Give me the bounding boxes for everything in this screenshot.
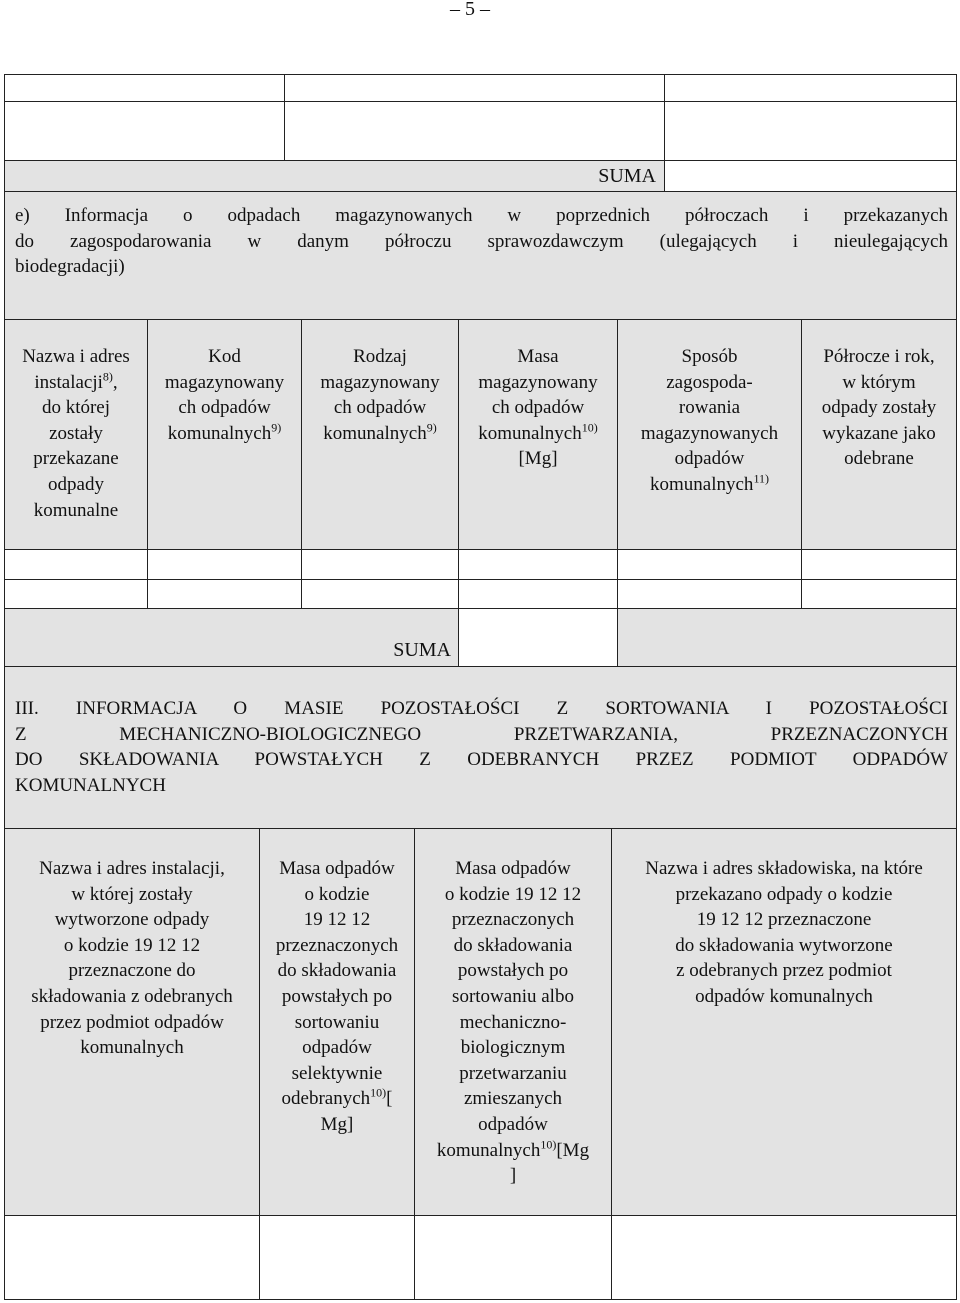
header-text-line [618, 472, 801, 498]
section-e-title-line: e) Informacja o odpadach magazynowanych w poprzednich półroczach i przekazanych [15, 205, 948, 226]
top-table-cell[interactable] [664, 101, 957, 161]
header-text-line [302, 395, 458, 421]
table-cell[interactable] [617, 549, 802, 580]
table-cell[interactable] [4, 1215, 260, 1300]
header-text-line [5, 933, 259, 959]
header-text: [ [386, 1088, 393, 1110]
header-text: odebranych [281, 1088, 371, 1110]
header-text-line [612, 984, 956, 1010]
section-iii-title [4, 666, 957, 829]
footnote-marker: 10) [581, 420, 598, 435]
header-text: magazynowanych [640, 422, 779, 444]
table-cell[interactable] [301, 579, 459, 609]
header-text: [Mg] [518, 448, 558, 470]
header-text-line [260, 907, 414, 933]
header-text: Mg] [320, 1113, 354, 1135]
table-cell[interactable] [458, 549, 618, 580]
header-text: magazynowany [478, 371, 598, 393]
table-cell[interactable] [259, 1215, 415, 1300]
header-installation-name [4, 319, 148, 550]
section-iii-title-line: DO SKŁADOWANIA POWSTAŁYCH Z ODEBRANYCH PRZEZ PODMIOT ODPADÓW [15, 749, 948, 770]
table-cell[interactable] [801, 549, 957, 580]
header-text: magazynowany [164, 371, 285, 393]
header-text: Masa odpadów [455, 858, 571, 879]
header-text-line [612, 933, 956, 959]
header-text-line [415, 1061, 611, 1087]
header-text-line [260, 1086, 414, 1112]
header-text-line [415, 958, 611, 984]
header-text: komunalnych [323, 422, 427, 444]
header-text-line [415, 933, 611, 959]
header-text: zostały [49, 422, 103, 444]
header-text-line [415, 1010, 611, 1036]
header-text-line [260, 856, 414, 882]
header-waste-mass [458, 319, 618, 550]
table-cell[interactable] [801, 579, 957, 609]
header-text: ch odpadów [333, 397, 427, 419]
header-text-line [802, 370, 956, 396]
header-text: powstałych po [281, 985, 393, 1007]
header-text: 19 12 12 przeznaczone [696, 909, 872, 931]
header-text: komunalnych [478, 422, 582, 444]
table-cell[interactable] [414, 1215, 612, 1300]
header-text-line [415, 984, 611, 1010]
header-text: w której zostały [71, 883, 193, 905]
header-text: instalacji [34, 371, 103, 393]
header-text-line [5, 1010, 259, 1036]
header-text: przeznaczone do [68, 960, 196, 982]
header-text-line [5, 907, 259, 933]
header-text: , [112, 371, 118, 393]
footnote-marker: 10) [540, 1137, 557, 1152]
header-text-line [618, 446, 801, 472]
header-text-line [5, 446, 147, 472]
top-table-cell[interactable] [4, 74, 285, 102]
header-text: odebrane [844, 448, 914, 470]
header-landfill-name [611, 828, 957, 1216]
header-text: wytworzone odpady [54, 909, 210, 931]
header-text: biologicznym [460, 1037, 566, 1059]
header-text: selektywnie [291, 1062, 383, 1084]
header-text: do której [41, 397, 111, 419]
header-text-line [260, 1035, 414, 1061]
header-text: komunalne [33, 499, 119, 521]
table-cell[interactable] [147, 579, 302, 609]
header-text-line [260, 984, 414, 1010]
header-text: zmieszanych [463, 1088, 563, 1110]
header-text: w którym [842, 371, 916, 393]
header-text: Nazwa i adres [22, 346, 130, 367]
header-text: do składowania [277, 960, 397, 982]
header-text-line [459, 344, 617, 370]
header-text-line [5, 344, 147, 370]
table-cell[interactable] [617, 579, 802, 609]
header-text: sortowaniu [294, 1011, 380, 1033]
header-text: ch odpadów [491, 397, 585, 419]
header-text-line [5, 395, 147, 421]
header-waste-type [301, 319, 459, 550]
header-text: o kodzie 19 12 12 [63, 934, 201, 956]
header-text-line [5, 984, 259, 1010]
header-text-line [618, 370, 801, 396]
top-table-cell[interactable] [664, 74, 957, 102]
header-text: [Mg [556, 1139, 590, 1161]
header-mass-selective [259, 828, 415, 1216]
header-text: zagospoda- [666, 371, 753, 393]
header-text-line [415, 1035, 611, 1061]
section-e-title-line: do zagospodarowania w danym półroczu sprawozdawczym (ulegających i nieulegających [15, 230, 948, 252]
header-text-line [5, 856, 259, 882]
header-text: powstałych po [457, 960, 569, 982]
header-text: odpadów [478, 1113, 548, 1135]
header-text-line [148, 421, 301, 447]
header-text: przeznaczonych [275, 934, 399, 956]
table-cell[interactable] [4, 579, 148, 609]
header-text-line [5, 421, 147, 447]
header-text: odpadów [674, 448, 745, 470]
section-e-suma-value[interactable] [458, 608, 618, 667]
header-text: ] [509, 1165, 517, 1187]
header-text: magazynowany [320, 371, 440, 393]
footnote-marker: 10) [370, 1086, 387, 1101]
header-text: przez podmiot odpadów [40, 1011, 224, 1033]
header-text-line [260, 1010, 414, 1036]
header-text-line [415, 1112, 611, 1138]
section-e-title [4, 191, 957, 320]
header-text: odpady zostały [821, 397, 937, 419]
header-text: wykazane jako [822, 422, 936, 444]
section-iii-title-line: Z MECHANICZNO-BIOLOGICZNEGO PRZETWARZANIA, PRZEZNACZONYCH [15, 723, 948, 745]
header-text-line [302, 421, 458, 447]
header-text-line [5, 472, 147, 498]
header-text: przekazane [33, 448, 119, 470]
header-text: odpadów [302, 1037, 372, 1059]
header-text-line [612, 856, 956, 882]
header-text-line [618, 421, 801, 447]
header-text-line [148, 344, 301, 370]
header-text-line [459, 421, 617, 447]
header-text: komunalnych [80, 1037, 184, 1059]
header-text-line [802, 395, 956, 421]
header-text-line [802, 344, 956, 370]
footnote-marker: 11) [753, 471, 769, 486]
header-text: Nazwa i adres składowiska, na które [645, 858, 923, 879]
header-text: odpady [48, 473, 104, 495]
header-text-line [415, 1163, 611, 1189]
section-e-suma-blank [617, 608, 957, 667]
header-text: przeznaczonych [451, 909, 575, 931]
header-text: Nazwa i adres instalacji, [39, 858, 225, 879]
header-text: przetwarzaniu [459, 1062, 567, 1084]
header-text-line [260, 933, 414, 959]
header-text: Masa [517, 346, 559, 367]
header-text: mechaniczno- [459, 1011, 567, 1033]
page-number: – 5 – [450, 0, 490, 20]
header-text-line [459, 446, 617, 472]
header-half-year [801, 319, 957, 550]
header-text-line [415, 907, 611, 933]
header-text-line [260, 882, 414, 908]
section-iii-title-line: KOMUNALNYCH [15, 774, 166, 796]
header-text: Masa odpadów [279, 858, 395, 879]
table-cell[interactable] [4, 549, 148, 580]
header-text: do składowania [453, 934, 573, 956]
footnote-marker: 8) [102, 369, 113, 384]
header-text-line [260, 958, 414, 984]
footnote-marker: 9) [271, 420, 282, 435]
header-text-line [5, 498, 147, 524]
header-text-line [612, 882, 956, 908]
header-text: Sposób [681, 346, 738, 367]
header-text-line [5, 370, 147, 396]
top-table-suma-label: SUMA [598, 165, 656, 187]
top-table-cell[interactable] [284, 74, 665, 102]
header-text: Półrocze i rok, [823, 346, 935, 367]
header-management-method [617, 319, 802, 550]
header-text-line [612, 907, 956, 933]
header-text: 19 12 12 [303, 909, 371, 931]
header-text-line [415, 882, 611, 908]
header-text-line [302, 344, 458, 370]
header-text-line [5, 882, 259, 908]
header-text-line [802, 421, 956, 447]
header-text: składowania z odebranych [31, 985, 233, 1007]
top-table-suma-cell [4, 160, 665, 192]
header-installation-produced [4, 828, 260, 1216]
header-waste-code [147, 319, 302, 550]
header-text-line [5, 1035, 259, 1061]
header-text-line [612, 958, 956, 984]
table-cell[interactable] [301, 549, 459, 580]
table-cell[interactable] [458, 579, 618, 609]
header-text-line [415, 1086, 611, 1112]
header-text-line [148, 370, 301, 396]
header-text: komunalnych [650, 473, 754, 495]
header-text-line [260, 1112, 414, 1138]
header-mass-mixed [414, 828, 612, 1216]
header-text: odpadów komunalnych [695, 985, 873, 1007]
section-iii-title-line: III. INFORMACJA O MASIE POZOSTAŁOŚCI Z SORTOWANIA I POZOSTAŁOŚCI [15, 698, 948, 719]
header-text-line [260, 1061, 414, 1087]
table-cell[interactable] [611, 1215, 957, 1300]
top-table-cell[interactable] [284, 101, 665, 161]
section-e-suma-label: SUMA [393, 639, 451, 661]
header-text: do składowania wytworzone [675, 934, 893, 956]
header-text-line [618, 344, 801, 370]
header-text-line [618, 395, 801, 421]
header-text: sortowaniu albo [452, 985, 574, 1007]
header-text: komunalnych [436, 1139, 541, 1161]
table-cell[interactable] [147, 549, 302, 580]
header-text: Rodzaj [353, 346, 407, 367]
section-e-title-line: biodegradacji) [15, 256, 125, 277]
header-text: ch odpadów [178, 397, 271, 419]
header-text-line [148, 395, 301, 421]
header-text: z odebranych przez podmiot [676, 960, 892, 982]
header-text-line [5, 958, 259, 984]
section-e-suma-cell [4, 608, 459, 667]
header-text-line [415, 1138, 611, 1164]
header-text-line [302, 370, 458, 396]
header-text: przekazano odpady o kodzie [675, 883, 893, 905]
header-text: komunalnych [167, 422, 272, 444]
footnote-marker: 9) [426, 420, 437, 435]
header-text: o kodzie 19 12 12 [444, 883, 582, 905]
header-text-line [415, 856, 611, 882]
header-text: o kodzie [304, 883, 370, 905]
top-table-cell[interactable] [4, 101, 285, 161]
header-text-line [459, 395, 617, 421]
header-text-line [802, 446, 956, 472]
header-text-line [459, 370, 617, 396]
header-text: Kod [208, 346, 241, 367]
top-table-suma-value[interactable] [664, 160, 957, 192]
header-text: rowania [678, 397, 741, 419]
